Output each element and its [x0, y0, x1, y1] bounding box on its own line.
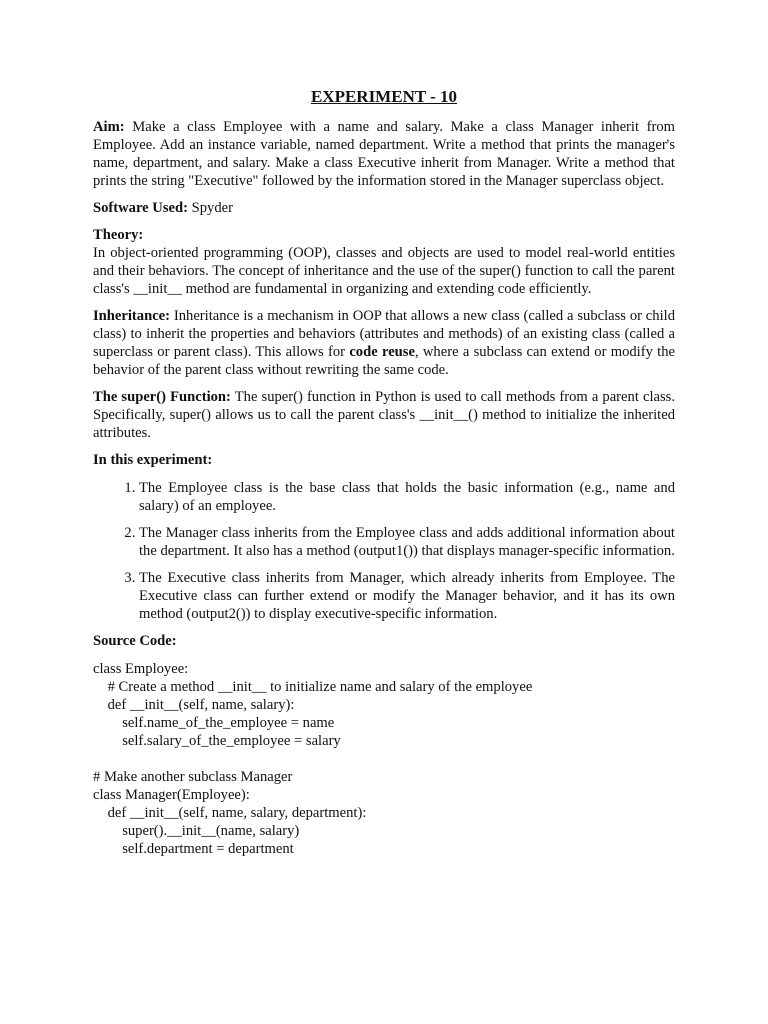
code-line: def __init__(self, name, salary):: [93, 697, 295, 713]
theory-label: Theory:: [93, 227, 144, 243]
page-title: EXPERIMENT - 10: [310, 87, 458, 106]
source-code-block: [93, 660, 675, 858]
super-function-text: The super() function in Python is used to call methods from a parent class. Specifically, super() allows us to call the parent class's __init__() method to initialize the inherited attributes.: [93, 389, 675, 441]
code-line: # Create a method __init__ to initialize name and salary of the employee: [93, 679, 533, 695]
super-function-paragraph: [93, 388, 675, 442]
theory-paragraph: [93, 226, 675, 298]
code-line: class Employee:: [93, 661, 189, 677]
aim-text: Make a class Employee with a name and salary. Make a class Manager inherit from Employee. Add an instance variable, named department. Write a method that prints the manager's name, department, and salary. Make a class Executive inherit from Manager. Write a method that prints the string "Executive" followed by the information stored in the Manager superclass object.: [93, 119, 675, 189]
list-item: 1. The Employee class is the base class that holds the basic information (e.g., name and salary) of an employee.: [139, 479, 675, 515]
list-item: 2. The Manager class inherits from the Employee class and adds additional information about the department. It also has a method (output1()) that displays manager-specific information.: [139, 524, 675, 560]
software-paragraph: [93, 199, 675, 217]
aim-paragraph: [93, 118, 675, 190]
inheritance-text-after: , where a subclass can extend or modify the behavior of the parent class without rewriting the same code.: [93, 344, 675, 378]
list-item: 3. The Executive class inherits from Manager, which already inherits from Employee. The Executive class can further extend or modify the Manager behavior, and it has its own method (output2()) to display executive-specific information.: [139, 569, 675, 623]
inheritance-label: Inheritance:: [93, 308, 171, 324]
code-line: class Manager(Employee):: [93, 787, 250, 803]
code-line: self.department = department: [93, 841, 294, 857]
source-label: Source Code:: [93, 633, 177, 649]
experiment-heading: [93, 451, 675, 469]
super-function-label: The super() Function:: [93, 389, 231, 405]
code-line: super().__init__(name, salary): [93, 823, 300, 839]
inheritance-text-before: Inheritance is a mechanism in OOP that allows a new class (called a subclass or child class) to inherit the properties and behaviors (attributes and methods) of an existing class (called a superclass or parent class). This allows for: [93, 308, 675, 360]
theory-text: In object-oriented programming (OOP), classes and objects are used to model real-world entities and their behaviors. The concept of inheritance and the use of the super() function to call the parent class's __init__ method are fundamental in organizing and extending code efficiently.: [93, 245, 675, 297]
experiment-label: In this experiment:: [93, 452, 213, 468]
source-heading: [93, 632, 675, 650]
code-line: self.salary_of_the_employee = salary: [93, 733, 341, 749]
code-line: self.name_of_the_employee = name: [93, 715, 335, 731]
code-reuse-term: code reuse: [349, 344, 415, 360]
aim-label: Aim:: [93, 119, 125, 135]
code-line: # Make another subclass Manager: [93, 769, 293, 785]
software-text: Spyder: [191, 200, 233, 216]
software-label: Software Used:: [93, 200, 188, 216]
experiment-list: [93, 479, 675, 623]
inheritance-paragraph: [93, 307, 675, 379]
code-line: [93, 750, 675, 768]
code-line: def __init__(self, name, salary, department):: [93, 805, 367, 821]
